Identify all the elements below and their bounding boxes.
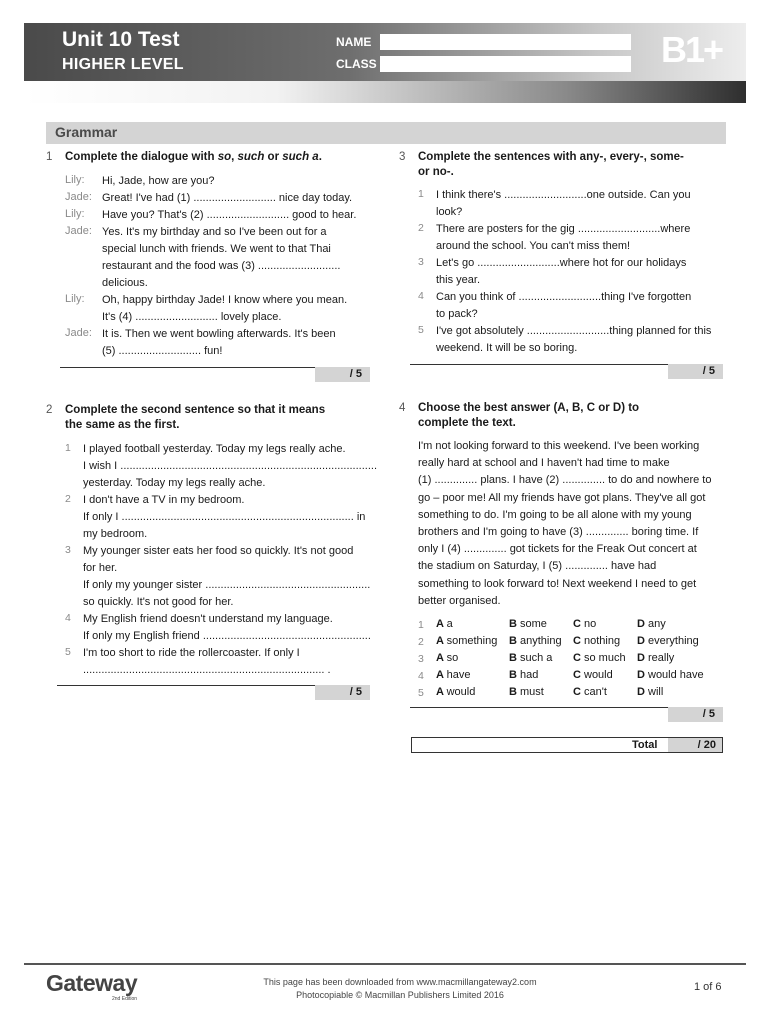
item-line: I've got absolutely ...........................thing planned for this: [436, 325, 712, 337]
option-d[interactable]: D will: [637, 686, 664, 698]
option-c[interactable]: C can't: [573, 686, 607, 698]
item-number: 3: [65, 544, 71, 556]
option-b[interactable]: B anything: [509, 635, 562, 647]
item-line: I don't have a TV in my bedroom.: [83, 494, 245, 506]
option-d[interactable]: D would have: [637, 669, 704, 681]
passage-line: something to look forward to! Next weekend I need to get: [418, 577, 697, 590]
option-a[interactable]: A so: [436, 652, 459, 664]
level-badge: [661, 33, 747, 63]
dialogue-line: Great! I've had (1) ........................... nice day today.: [102, 192, 353, 204]
q3-title-line1: Complete the sentences with any-, every-, some-: [418, 151, 684, 163]
q2-score: / 5: [315, 685, 370, 700]
total-value: / 20: [668, 738, 722, 752]
option-c[interactable]: C no: [573, 618, 597, 630]
item-line: this year.: [436, 274, 481, 286]
speaker-label: Lily:: [65, 293, 85, 305]
dialogue-line: It's (4) ........................... lovely place.: [102, 311, 282, 323]
option-d[interactable]: D everything: [637, 635, 699, 647]
q1-number: 1: [46, 151, 53, 163]
speaker-label: Jade:: [65, 225, 92, 237]
item-line: I played football yesterday. Today my legs really ache.: [83, 443, 346, 455]
dialogue-line: Have you? That's (2) ........................... good to hear.: [102, 209, 357, 221]
item-line: If only my younger sister ......................................................: [83, 579, 371, 591]
q3-number: 3: [399, 151, 406, 163]
option-a[interactable]: A a: [436, 618, 453, 630]
name-field[interactable]: [380, 34, 631, 50]
option-d[interactable]: D really: [637, 652, 675, 664]
speaker-label: Jade:: [65, 327, 92, 339]
page-number: 1 of 6: [694, 981, 722, 993]
item-line: My younger sister eats her food so quickly. It's not good: [83, 545, 354, 557]
option-number: 3: [418, 653, 424, 665]
gateway-logo: Gateway: [46, 970, 138, 996]
option-c[interactable]: C nothing: [573, 635, 621, 647]
q2-number: 2: [46, 404, 53, 416]
q2-title-line2: the same as the first.: [65, 419, 180, 431]
passage-line: go – poor me! All my friends have got plans. They've all got: [418, 491, 706, 504]
item-line: yesterday. Today my legs really ache.: [83, 477, 266, 489]
passage-line: really hard at school and I haven't had time to make: [418, 457, 670, 470]
option-number: 2: [418, 636, 424, 648]
item-line: I think there's ...........................one outside. Can you: [436, 189, 691, 201]
item-line: look?: [436, 206, 463, 218]
passage-line: I'm not looking forward to this weekend. I've been working: [418, 440, 700, 452]
q3-title-line2: or no-.: [418, 166, 454, 178]
passage-line: only I (4) .............. got tickets for the Freak Out concert at: [418, 543, 697, 556]
item-line: weekend. It will be so boring.: [436, 342, 578, 354]
q1-title: Complete the dialogue with so, such or such a.: [65, 151, 322, 163]
item-number: 5: [65, 646, 71, 658]
total-label: Total: [632, 739, 658, 751]
q1-score: / 5: [315, 367, 370, 382]
section-header: [46, 122, 726, 144]
item-number: 4: [65, 612, 71, 624]
option-number: 1: [418, 619, 424, 631]
option-a[interactable]: A would: [436, 686, 476, 698]
speaker-label: Lily:: [65, 174, 85, 186]
item-line: There are posters for the gig ...........................where: [436, 223, 691, 235]
item-line: Can you think of ...........................thing I've forgotten: [436, 291, 692, 303]
item-line: to pack?: [436, 308, 478, 320]
q4-number: 4: [399, 402, 406, 414]
option-a[interactable]: A something: [436, 635, 498, 647]
q4-score: / 5: [668, 707, 723, 722]
option-b[interactable]: B such a: [509, 652, 553, 664]
option-a[interactable]: A have: [436, 669, 471, 681]
item-number: 4: [418, 290, 424, 302]
speaker-label: Lily:: [65, 208, 85, 220]
option-d[interactable]: D any: [637, 618, 666, 630]
option-b[interactable]: B must: [509, 686, 544, 698]
dialogue-line: Hi, Jade, how are you?: [102, 175, 215, 187]
passage-line: (1) .............. plans. I have (2) .............. to do and nowhere to: [418, 474, 712, 487]
footer-rule: [24, 963, 746, 965]
item-number: 2: [418, 222, 424, 234]
item-line: If only I ............................................................................ in: [83, 511, 366, 523]
unit-title: Unit 10 Test: [62, 28, 180, 51]
option-number: 5: [418, 687, 424, 699]
item-line: If only my English friend .......................................................: [83, 630, 371, 642]
dialogue-line: special lunch with friends. We went to that Thai: [102, 243, 331, 255]
item-line: my bedroom.: [83, 528, 148, 540]
q4-title-line1: Choose the best answer (A, B, C or D) to: [418, 402, 640, 414]
passage-line: the stadium on Saturday, I (5) .............. have had: [418, 560, 657, 573]
item-number: 3: [418, 256, 424, 268]
unit-subtitle: HIGHER LEVEL: [62, 56, 184, 73]
item-number: 2: [65, 493, 71, 505]
item-line: Let's go ...........................where hot for our holidays: [436, 257, 687, 269]
item-number: 5: [418, 324, 424, 336]
item-number: 1: [418, 188, 424, 200]
dialogue-line: (5) ........................... fun!: [102, 345, 223, 357]
item-line: for her.: [83, 562, 118, 574]
option-b[interactable]: B had: [509, 669, 539, 681]
class-field[interactable]: [380, 56, 631, 72]
header-strip: [24, 81, 746, 103]
q4-title-line2: complete the text.: [418, 417, 516, 429]
passage-line: brothers and I'm going to have (3) .............. boring time. If: [418, 526, 699, 538]
passage-line: better organised.: [418, 594, 501, 607]
dialogue-line: restaurant and the food was (3) ...........................: [102, 260, 341, 272]
q2-title-line1: Complete the second sentence so that it means: [65, 404, 326, 416]
dialogue-line: Yes. It's my birthday and so I've been out for a: [102, 226, 327, 238]
footer-download-note: This page has been downloaded from www.macmillangateway2.com: [263, 977, 537, 987]
name-label: NAME: [336, 35, 372, 49]
dialogue-line: Oh, happy birthday Jade! I know where you mean.: [102, 294, 348, 306]
option-b[interactable]: B some: [509, 618, 547, 630]
item-number: 1: [65, 442, 71, 454]
edition-label: 2nd Edition: [112, 996, 138, 1002]
footer-copyright: Photocopiable © Macmillan Publishers Limited 2016: [296, 990, 504, 1000]
section-title: Grammar: [55, 124, 118, 140]
class-label: CLASS: [336, 57, 377, 71]
item-line: I wish I ....................................................................................: [83, 460, 378, 472]
passage-line: something to do. I'm going to be all alone with my young: [418, 508, 692, 521]
item-line: so quickly. It's not good for her.: [83, 596, 234, 608]
option-c[interactable]: C so much: [573, 652, 626, 664]
item-line: My English friend doesn't understand my language.: [83, 613, 333, 625]
dialogue-line: delicious.: [102, 277, 148, 289]
item-line: ............................................................................... .: [83, 664, 331, 676]
option-number: 4: [418, 670, 424, 682]
speaker-label: Jade:: [65, 191, 92, 203]
dialogue-line: It is. Then we went bowling afterwards. It's been: [102, 328, 336, 340]
q3-score: / 5: [668, 364, 723, 379]
item-line: I'm too short to ride the rollercoaster. If only I: [83, 647, 300, 659]
option-c[interactable]: C would: [573, 669, 613, 681]
svg-text:B1+: B1+: [661, 33, 723, 63]
item-line: around the school. You can't miss them!: [436, 240, 631, 252]
